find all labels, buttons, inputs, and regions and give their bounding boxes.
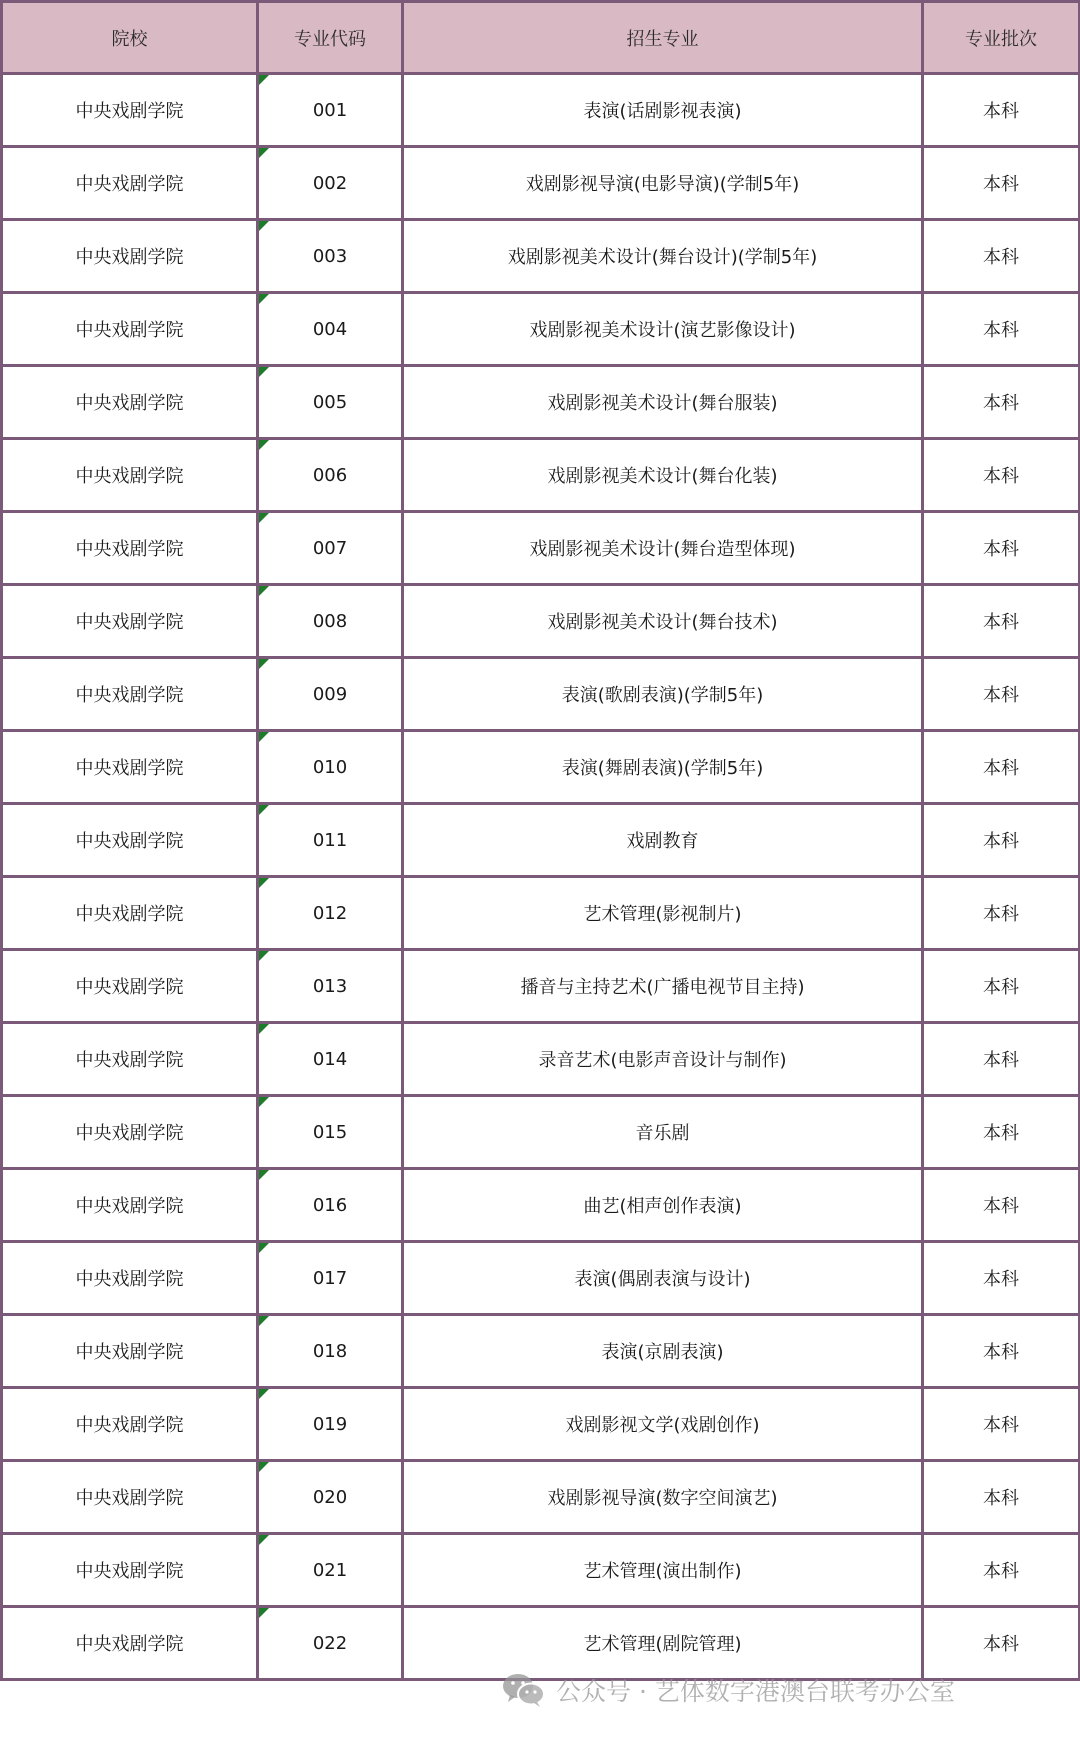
cell-major-name: 戏剧教育 [403, 804, 923, 877]
comment-indicator-icon [259, 513, 269, 523]
cell-school: 中央戏剧学院 [2, 731, 258, 804]
major-code-text: 011 [312, 829, 348, 851]
cell-major-name: 艺术管理(影视制片) [403, 877, 923, 950]
cell-major-name: 播音与主持艺术(广播电视节目主持) [403, 950, 923, 1023]
cell-major-name: 曲艺(相声创作表演) [403, 1169, 923, 1242]
comment-indicator-icon [259, 1608, 269, 1618]
cell-major-code [258, 658, 403, 731]
comment-indicator-icon [259, 1024, 269, 1034]
table-row [2, 293, 1080, 366]
comment-indicator-icon [259, 805, 269, 815]
cell-school: 中央戏剧学院 [2, 293, 258, 366]
comment-indicator-icon [259, 1316, 269, 1326]
cell-major-name: 音乐剧 [403, 1096, 923, 1169]
table-row [2, 1315, 1080, 1388]
comment-indicator-icon [259, 1462, 269, 1472]
cell-major-code [258, 1096, 403, 1169]
cell-major-name: 戏剧影视导演(电影导演)(学制5年) [403, 147, 923, 220]
cell-major-code [258, 1388, 403, 1461]
cell-major-code [258, 1023, 403, 1096]
cell-school: 中央戏剧学院 [2, 804, 258, 877]
cell-school: 中央戏剧学院 [2, 658, 258, 731]
cell-major-code [258, 731, 403, 804]
cell-school: 中央戏剧学院 [2, 147, 258, 220]
major-code-text: 001 [312, 99, 348, 121]
cell-major-name: 艺术管理(演出制作) [403, 1534, 923, 1607]
table-row [2, 1461, 1080, 1534]
cell-school: 中央戏剧学院 [2, 1169, 258, 1242]
table-body [2, 74, 1080, 1680]
cell-major-code [258, 74, 403, 147]
cell-school: 中央戏剧学院 [2, 366, 258, 439]
cell-batch: 本科 [923, 1023, 1080, 1096]
cell-major-name: 戏剧影视美术设计(演艺影像设计) [403, 293, 923, 366]
header-school: 院校 [2, 2, 258, 74]
header-major-code: 专业代码 [258, 2, 403, 74]
comment-indicator-icon [259, 148, 269, 158]
cell-school: 中央戏剧学院 [2, 220, 258, 293]
cell-school: 中央戏剧学院 [2, 1242, 258, 1315]
comment-indicator-icon [259, 1097, 269, 1107]
cell-major-name: 表演(话剧影视表演) [403, 74, 923, 147]
header-batch: 专业批次 [923, 2, 1080, 74]
cell-batch: 本科 [923, 293, 1080, 366]
cell-batch: 本科 [923, 1534, 1080, 1607]
cell-batch: 本科 [923, 1169, 1080, 1242]
comment-indicator-icon [259, 75, 269, 85]
table-row [2, 731, 1080, 804]
cell-major-code [258, 1242, 403, 1315]
major-code-text: 010 [312, 756, 348, 778]
cell-batch: 本科 [923, 804, 1080, 877]
cell-major-code [258, 439, 403, 512]
cell-batch: 本科 [923, 658, 1080, 731]
cell-major-name: 戏剧影视文学(戏剧创作) [403, 1388, 923, 1461]
cell-major-name: 表演(歌剧表演)(学制5年) [403, 658, 923, 731]
comment-indicator-icon [259, 951, 269, 961]
comment-indicator-icon [259, 659, 269, 669]
comment-indicator-icon [259, 294, 269, 304]
table-row [2, 658, 1080, 731]
cell-major-name: 戏剧影视美术设计(舞台技术) [403, 585, 923, 658]
cell-major-code [258, 1461, 403, 1534]
table-row [2, 1534, 1080, 1607]
table-row [2, 1242, 1080, 1315]
cell-batch: 本科 [923, 1607, 1080, 1680]
cell-major-name: 戏剧影视美术设计(舞台造型体现) [403, 512, 923, 585]
cell-school: 中央戏剧学院 [2, 585, 258, 658]
cell-school: 中央戏剧学院 [2, 439, 258, 512]
major-code-text: 019 [312, 1413, 348, 1435]
major-code-text: 006 [312, 464, 348, 486]
comment-indicator-icon [259, 732, 269, 742]
major-code-text: 021 [312, 1559, 348, 1581]
major-code-text: 022 [312, 1632, 348, 1654]
table-row [2, 1096, 1080, 1169]
cell-batch: 本科 [923, 220, 1080, 293]
cell-batch: 本科 [923, 1461, 1080, 1534]
cell-major-code [258, 366, 403, 439]
cell-major-code [258, 1315, 403, 1388]
cell-major-name: 录音艺术(电影声音设计与制作) [403, 1023, 923, 1096]
table-row [2, 1169, 1080, 1242]
cell-school: 中央戏剧学院 [2, 512, 258, 585]
cell-school: 中央戏剧学院 [2, 877, 258, 950]
cell-major-name: 表演(舞剧表演)(学制5年) [403, 731, 923, 804]
cell-school: 中央戏剧学院 [2, 1388, 258, 1461]
comment-indicator-icon [259, 1170, 269, 1180]
cell-major-code [258, 512, 403, 585]
cell-major-name: 戏剧影视美术设计(舞台化装) [403, 439, 923, 512]
cell-major-name: 艺术管理(剧院管理) [403, 1607, 923, 1680]
cell-school: 中央戏剧学院 [2, 1461, 258, 1534]
header-major-name: 招生专业 [403, 2, 923, 74]
cell-major-name: 表演(偶剧表演与设计) [403, 1242, 923, 1315]
major-code-text: 016 [312, 1194, 348, 1216]
cell-major-code [258, 804, 403, 877]
cell-major-name: 戏剧影视美术设计(舞台服装) [403, 366, 923, 439]
major-code-text: 013 [312, 975, 348, 997]
comment-indicator-icon [259, 878, 269, 888]
cell-major-code [258, 147, 403, 220]
cell-major-code [258, 293, 403, 366]
major-code-text: 005 [312, 391, 348, 413]
table-row [2, 1023, 1080, 1096]
cell-batch: 本科 [923, 439, 1080, 512]
table-row [2, 220, 1080, 293]
comment-indicator-icon [259, 367, 269, 377]
table-row [2, 1388, 1080, 1461]
comment-indicator-icon [259, 1243, 269, 1253]
cell-batch: 本科 [923, 877, 1080, 950]
cell-batch: 本科 [923, 1388, 1080, 1461]
table-row [2, 1607, 1080, 1680]
cell-school: 中央戏剧学院 [2, 950, 258, 1023]
major-code-text: 012 [312, 902, 348, 924]
cell-school: 中央戏剧学院 [2, 1607, 258, 1680]
major-code-text: 014 [312, 1048, 348, 1070]
cell-major-code [258, 1534, 403, 1607]
table-row [2, 950, 1080, 1023]
major-code-text: 015 [312, 1121, 348, 1143]
major-code-text: 007 [312, 537, 348, 559]
cell-major-code [258, 1607, 403, 1680]
cell-major-name: 戏剧影视美术设计(舞台设计)(学制5年) [403, 220, 923, 293]
cell-major-code [258, 950, 403, 1023]
table-header-row [2, 2, 1080, 74]
major-code-text: 004 [312, 318, 348, 340]
comment-indicator-icon [259, 1389, 269, 1399]
cell-major-code [258, 1169, 403, 1242]
cell-school: 中央戏剧学院 [2, 1096, 258, 1169]
table-row [2, 366, 1080, 439]
cell-batch: 本科 [923, 147, 1080, 220]
table-row [2, 74, 1080, 147]
cell-batch: 本科 [923, 950, 1080, 1023]
cell-major-name: 表演(京剧表演) [403, 1315, 923, 1388]
cell-batch: 本科 [923, 512, 1080, 585]
table-row [2, 147, 1080, 220]
cell-batch: 本科 [923, 74, 1080, 147]
cell-batch: 本科 [923, 731, 1080, 804]
comment-indicator-icon [259, 586, 269, 596]
watermark-text: 公众号 · 艺体数字港澳台联考办公室 [556, 1677, 955, 1706]
major-code-text: 017 [312, 1267, 348, 1289]
cell-major-code [258, 585, 403, 658]
cell-batch: 本科 [923, 1096, 1080, 1169]
comment-indicator-icon [259, 440, 269, 450]
table-row [2, 439, 1080, 512]
table-row [2, 877, 1080, 950]
major-code-text: 002 [312, 172, 348, 194]
cell-school: 中央戏剧学院 [2, 1315, 258, 1388]
cell-batch: 本科 [923, 585, 1080, 658]
table-row [2, 585, 1080, 658]
cell-school: 中央戏剧学院 [2, 74, 258, 147]
cell-major-name: 戏剧影视导演(数字空间演艺) [403, 1461, 923, 1534]
major-code-text: 018 [312, 1340, 348, 1362]
major-code-text: 003 [312, 245, 348, 267]
cell-batch: 本科 [923, 1242, 1080, 1315]
cell-major-code [258, 220, 403, 293]
cell-batch: 本科 [923, 1315, 1080, 1388]
table-row [2, 512, 1080, 585]
cell-batch: 本科 [923, 366, 1080, 439]
comment-indicator-icon [259, 1535, 269, 1545]
major-code-text: 008 [312, 610, 348, 632]
table-row [2, 804, 1080, 877]
comment-indicator-icon [259, 221, 269, 231]
major-code-text: 009 [312, 683, 348, 705]
cell-school: 中央戏剧学院 [2, 1023, 258, 1096]
cell-school: 中央戏剧学院 [2, 1534, 258, 1607]
major-code-text: 020 [312, 1486, 348, 1508]
cell-major-code [258, 877, 403, 950]
